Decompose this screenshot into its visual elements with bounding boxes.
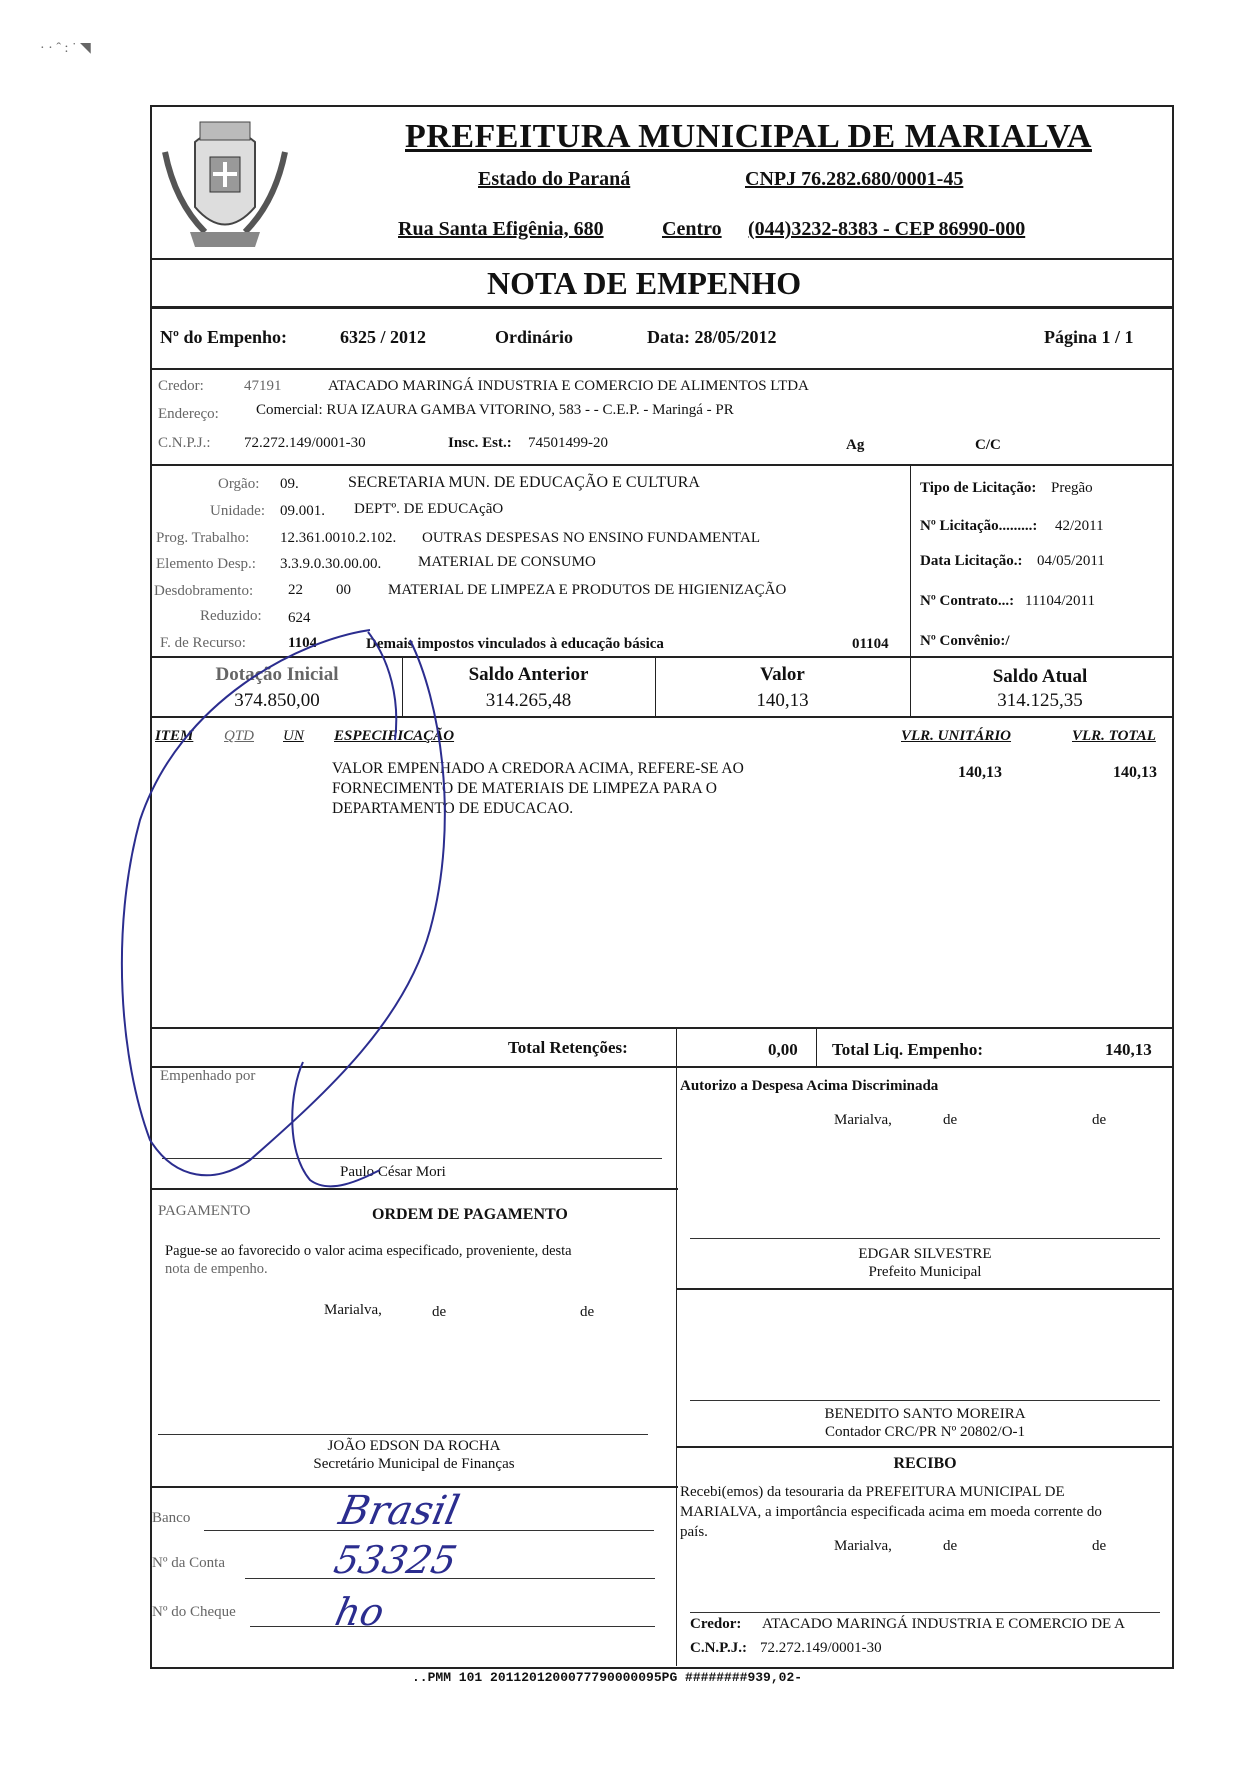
empenhado-nome: Paulo César Mori: [340, 1164, 446, 1180]
convenio-label: Nº Convênio:/: [920, 633, 1010, 649]
elemento-label: Elemento Desp.:: [156, 556, 256, 572]
state-name: Estado do Paraná: [478, 168, 631, 190]
item-description: FORNECIMENTO DE MATERIAIS DE LIMPEZA PARA O: [332, 780, 717, 797]
desdob-code1: 22: [288, 582, 303, 598]
de-label: de: [432, 1304, 447, 1320]
licitacao-tipo-label: Tipo de Licitação:: [920, 480, 1037, 496]
recurso-code: 1104: [288, 635, 318, 651]
de-label: de: [1092, 1112, 1107, 1128]
empenho-type: Ordinário: [495, 327, 574, 347]
scan-marks: · · ˆ : ˙ ◥: [40, 41, 91, 56]
empenho-date: Data: 28/05/2012: [647, 327, 777, 347]
ordem-pagamento: ORDEM DE PAGAMENTO: [372, 1206, 568, 1223]
de-label: de: [943, 1112, 958, 1128]
elemento-name: MATERIAL DE CONSUMO: [418, 554, 596, 570]
contrato: 11104/2011: [1025, 593, 1095, 609]
licitacao-data-label: Data Licitação.:: [920, 553, 1023, 569]
prefeito-cargo: Prefeito Municipal: [868, 1264, 982, 1280]
barcode-text: ..PMM 101 2011201200077790000095PG ########939,02-: [412, 1670, 803, 1685]
recurso-code2: 01104: [852, 636, 889, 652]
licitacao-tipo: Pregão: [1051, 480, 1093, 496]
dotacao-value: 374.850,00: [234, 690, 320, 711]
secretario-nome: JOÃO EDSON DA ROCHA: [327, 1438, 501, 1454]
col-item: ITEM: [155, 728, 194, 744]
item-description: VALOR EMPENHADO A CREDORA ACIMA, REFERE-SE AO: [332, 760, 744, 777]
recibo-texto: MARIALVA, a importância especificada acima em moeda corrente do: [680, 1504, 1102, 1520]
banco-handwritten: Brasil: [335, 1488, 464, 1534]
empenho-number-label: Nº do Empenho:: [160, 327, 287, 347]
col-un: UN: [283, 728, 304, 744]
signature-stroke: [368, 632, 396, 740]
endereco: Comercial: RUA IZAURA GAMBA VITORINO, 583 - - C.E.P. - Maringá - PR: [256, 402, 734, 418]
cheque-label: Nº do Cheque: [152, 1604, 236, 1620]
recibo-cnpj-label: C.N.P.J.:: [690, 1640, 747, 1656]
saldo-anterior-label: Saldo Anterior: [468, 664, 589, 685]
address: Rua Santa Efigênia, 680: [398, 218, 604, 240]
valor-label: Valor: [760, 664, 805, 685]
recibo-texto: país.: [680, 1524, 708, 1540]
banco-label: Banco: [152, 1510, 191, 1526]
desdob-name: MATERIAL DE LIMPEZA E PRODUTOS DE HIGIENIZAÇÃO: [388, 582, 787, 598]
pagamento-texto: nota de empenho.: [165, 1261, 268, 1277]
city-label: Marialva,: [834, 1112, 892, 1128]
recibo-title: RECIBO: [893, 1455, 957, 1472]
insc-est: 74501499-20: [528, 435, 608, 451]
pagamento-label: PAGAMENTO: [158, 1203, 251, 1219]
liq-label: Total Liq. Empenho:: [832, 1040, 983, 1059]
city-label: Marialva,: [324, 1302, 382, 1318]
de-label: de: [580, 1304, 595, 1320]
prog-code: 12.361.0010.2.102.: [280, 530, 397, 546]
orgao-label: Orgão:: [218, 476, 260, 492]
col-qtd: QTD: [224, 728, 255, 744]
desdob-label: Desdobramento:: [154, 583, 254, 599]
phone-cep: (044)3232-8383 - CEP 86990-000: [748, 218, 1026, 240]
contador-nome: BENEDITO SANTO MOREIRA: [824, 1406, 1026, 1422]
recibo-credor: ATACADO MARINGÁ INDUSTRIA E COMERCIO DE A: [762, 1616, 1125, 1632]
conta-label: Nº da Conta: [152, 1555, 225, 1571]
org-name: PREFEITURA MUNICIPAL DE MARIALVA: [405, 118, 1092, 155]
prefeito-nome: EDGAR SILVESTRE: [858, 1246, 992, 1262]
elemento-code: 3.3.9.0.30.00.00.: [280, 556, 382, 572]
desdob-code2: 00: [336, 582, 351, 598]
col-vlr-total: VLR. TOTAL: [1072, 728, 1156, 744]
cc-label: C/C: [975, 437, 1001, 453]
retencoes-value: 0,00: [768, 1040, 798, 1059]
reduzido-label: Reduzido:: [200, 608, 262, 624]
credor-label: Credor:: [158, 378, 204, 394]
empenhado-por-label: Empenhado por: [160, 1068, 256, 1084]
credor-code: 47191: [244, 378, 282, 394]
orgao-name: SECRETARIA MUN. DE EDUCAÇÃO E CULTURA: [348, 474, 700, 491]
item-vlr-total: 140,13: [1113, 764, 1157, 781]
cheque-handwritten: ho: [331, 1590, 389, 1634]
licitacao-data: 04/05/2011: [1037, 553, 1105, 569]
reduzido: 624: [288, 610, 311, 626]
insc-label: Insc. Est.:: [448, 435, 512, 451]
de-label: de: [943, 1538, 958, 1554]
saldo-anterior-value: 314.265,48: [485, 690, 572, 711]
unidade-name: DEPTº. DE EDUCAçãO: [354, 501, 504, 517]
item-vlr-unit: 140,13: [958, 764, 1002, 781]
recibo-texto: Recebi(emos) da tesouraria da PREFEITURA MUNICIPAL DE: [680, 1484, 1065, 1500]
recibo-cnpj: 72.272.149/0001-30: [760, 1640, 882, 1656]
endereco-label: Endereço:: [158, 406, 219, 422]
conta-handwritten: 53325: [330, 1538, 461, 1582]
doc-title: NOTA DE EMPENHO: [487, 265, 802, 301]
col-vlr-unit: VLR. UNITÁRIO: [901, 728, 1012, 744]
cnpj-label: C.N.P.J.:: [158, 435, 211, 451]
licitacao-numero-label: Nº Licitação.........:: [920, 518, 1038, 534]
recibo-credor-label: Credor:: [690, 1616, 742, 1632]
licitacao-numero: 42/2011: [1055, 518, 1104, 534]
ag-label: Ag: [846, 437, 865, 453]
prog-label: Prog. Trabalho:: [156, 530, 250, 546]
saldo-atual-value: 314.125,35: [997, 690, 1083, 711]
page-number: Página 1 / 1: [1044, 327, 1134, 347]
col-spec: ESPECIFICAÇÃO: [334, 728, 455, 744]
orgao-code: 09.: [280, 476, 299, 492]
dotacao-label: Dotação Inicial: [215, 664, 339, 685]
unidade-label: Unidade:: [210, 503, 265, 519]
de-label: de: [1092, 1538, 1107, 1554]
recurso-label: F. de Recurso:: [160, 635, 246, 651]
valor-value: 140,13: [756, 690, 809, 711]
saldo-atual-label: Saldo Atual: [992, 666, 1088, 687]
item-description: DEPARTAMENTO DE EDUCACAO.: [332, 800, 574, 817]
empenho-number: 6325 / 2012: [340, 327, 427, 347]
liq-value: 140,13: [1105, 1040, 1152, 1059]
district: Centro: [662, 218, 722, 240]
cnpj-header: CNPJ 76.282.680/0001-45: [745, 168, 964, 190]
contador-cargo: Contador CRC/PR Nº 20802/O-1: [824, 1424, 1026, 1440]
autorizo-label: Autorizo a Despesa Acima Discriminada: [680, 1078, 939, 1094]
unidade-code: 09.001.: [280, 503, 325, 519]
prog-name: OUTRAS DESPESAS NO ENSINO FUNDAMENTAL: [422, 530, 760, 546]
recurso-name: Demais impostos vinculados à educação básica: [366, 636, 664, 652]
retencoes-label: Total Retenções:: [508, 1038, 628, 1057]
credor-name: ATACADO MARINGÁ INDUSTRIA E COMERCIO DE ALIMENTOS LTDA: [328, 378, 809, 394]
contrato-label: Nº Contrato...:: [920, 593, 1015, 609]
city-label: Marialva,: [834, 1538, 892, 1554]
credor-cnpj: 72.272.149/0001-30: [244, 435, 366, 451]
pagamento-texto: Pague-se ao favorecido o valor acima especificado, proveniente, desta: [165, 1243, 572, 1259]
secretario-cargo: Secretário Municipal de Finanças: [313, 1456, 515, 1472]
